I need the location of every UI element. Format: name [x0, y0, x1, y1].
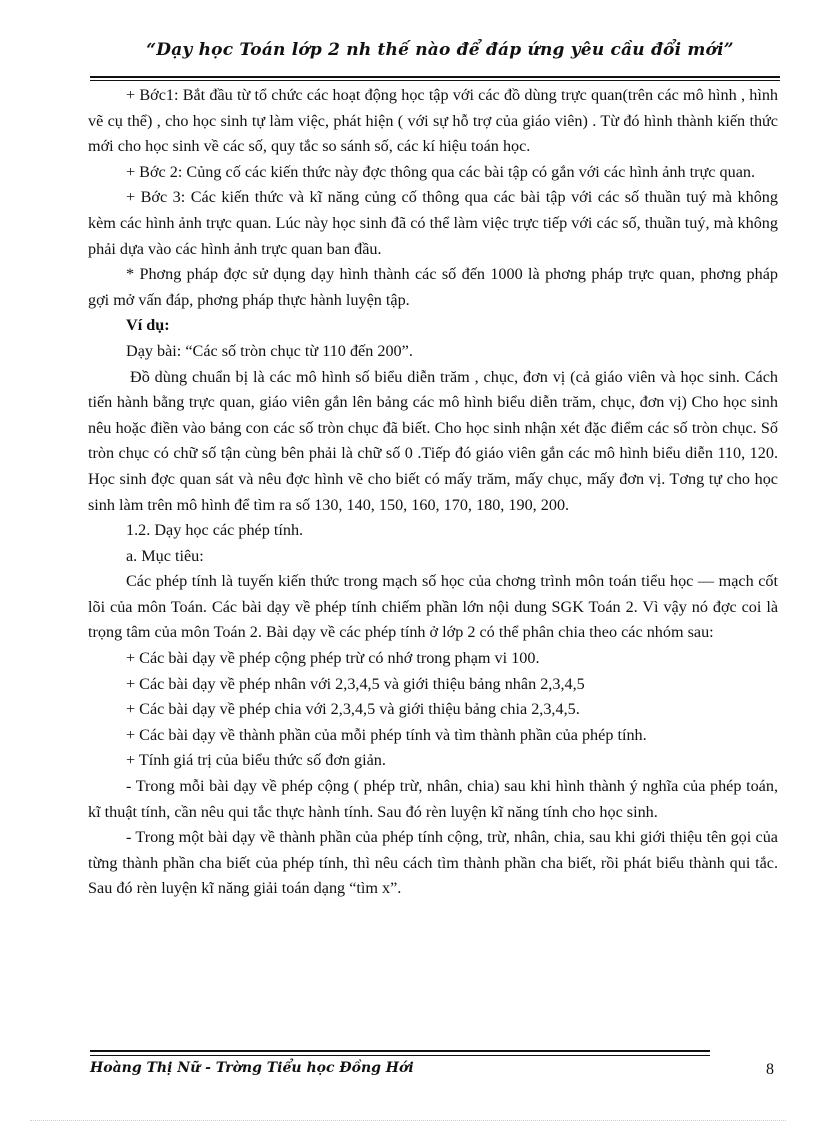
paragraph-step-2: + Bớc 2: Củng cố các kiến thức này đợc thông qua các bài tập có gắn với các hình ảnh trực quan.	[126, 162, 756, 181]
paragraph-components: - Trong một bài dạy về thành phần của phép tính cộng, trừ, nhân, chia, sau khi giới thiệu tên gọi của từng thành phần cha biết của phép tính, thì nêu cách tìm thành phần cha biết, rồi phát biểu thành qui tắc. Sau đó rèn luyện kĩ năng giải toán dạng “tìm x”.	[88, 828, 778, 898]
footer-author: Hoàng Thị Nữ - Trờng Tiểu học Đồng Hới	[90, 1060, 414, 1076]
paragraph-materials: Đồ dùng chuẩn bị là các mô hình số biểu diễn trăm , chục, đơn vị (cả giáo viên và học sinh. Cách tiến hành bằng trực quan, giáo viên gắn lên bảng các mô hình biểu diễn trăm, chục, đơn vị) Cho học sinh nêu hoặc điền vào bảng con các số tròn chục đã biết. Cho học sinh nhận xét đặc điểm các số tròn chục. Số tròn chục có chữ số tận cùng bên phải là chữ số 0 .Tiếp đó giáo viên gắn các mô hình biểu diễn 110, 120. Học sinh đợc quan sát và nêu đợc hình vẽ cho biết có mấy trăm, mấy chục, mấy đơn vị. Tơng tự cho học sinh làm trên mô hình để tìm ra số 130, 140, 150, 160, 170, 180, 190, 200.	[88, 367, 778, 514]
page-number: 8	[766, 1061, 774, 1078]
header-rule-thick	[90, 76, 780, 78]
paragraph-step-3: + Bớc 3: Các kiến thức và kĩ năng củng cố thông qua các bài tập với các số thuần tuý mà không kèm các hình ảnh trực quan. Lúc này học sinh đã có thể làm việc trực tiếp với các số, thuần tuý, mà không phải dựa vào các hình ảnh trực quan ban đầu.	[88, 188, 778, 258]
paragraph-method: * Phơng pháp đợc sử dụng dạy hình thành các số đến 1000 là phơng pháp trực quan, phơng pháp gợi mở vấn đáp, phơng pháp thực hành luyện tập.	[88, 265, 778, 309]
list-item: + Tính giá trị của biểu thức số đơn giản.	[126, 751, 386, 770]
paragraph-rules: - Trong mỗi bài dạy về phép cộng ( phép trừ, nhân, chia) sau khi hình thành ý nghĩa của phép toán, kĩ thuật tính, cần nêu qui tắc thực hành tính. Sau đó rèn luyện kĩ năng tính cho học sinh.	[88, 777, 778, 821]
header-title: “Dạy học Toán lớp 2 nh thế nào để đáp ứng yêu cầu đổi mới”	[146, 40, 734, 60]
list-item: + Các bài dạy về phép cộng phép trừ có nhớ trong phạm vi 100.	[126, 649, 540, 668]
footer-rule-thin	[90, 1055, 710, 1056]
page-edge-divider	[30, 1120, 786, 1121]
header-rule-thin	[90, 80, 780, 81]
subsection-heading: a. Mục tiêu:	[126, 546, 204, 565]
list-item: + Các bài dạy về phép chia với 2,3,4,5 và giới thiệu bảng chia 2,3,4,5.	[126, 700, 580, 719]
paragraph-operations: Các phép tính là tuyến kiến thức trong mạch số học của chơng trình môn toán tiểu học — mạch cốt lõi của môn Toán. Các bài dạy về phép tính chiếm phần lớn nội dung SGK Toán 2. Vì vậy nó đợc coi là trọng tâm của môn Toán 2. Bài dạy về các phép tính ở lớp 2 có thể phân chia theo các nhóm sau:	[88, 572, 778, 642]
list-item: + Các bài dạy về phép nhân với 2,3,4,5 và giới thiệu bảng nhân 2,3,4,5	[126, 674, 585, 693]
paragraph-lesson: Dạy bài: “Các số tròn chục từ 110 đến 200”.	[126, 341, 413, 360]
section-heading: 1.2. Dạy học các phép tính.	[126, 521, 304, 540]
paragraph-step-1: + Bớc1: Bắt đầu từ tổ chức các hoạt động học tập với các đồ dùng trực quan(trên các mô hình , hình vẽ cụ thể) , cho học sinh tự làm việc, phát hiện ( với sự hỗ trợ của giáo viên) . Từ đó hình thành kiến thức mới cho học sinh về các số, quy tắc so sánh số, các kí hiệu toán học.	[88, 86, 778, 156]
list-item: + Các bài dạy về thành phần của mỗi phép tính và tìm thành phần của phép tính.	[126, 725, 647, 744]
body-text	[88, 83, 778, 902]
footer-rule-thick	[90, 1050, 710, 1052]
example-heading: Ví dụ:	[126, 316, 170, 335]
